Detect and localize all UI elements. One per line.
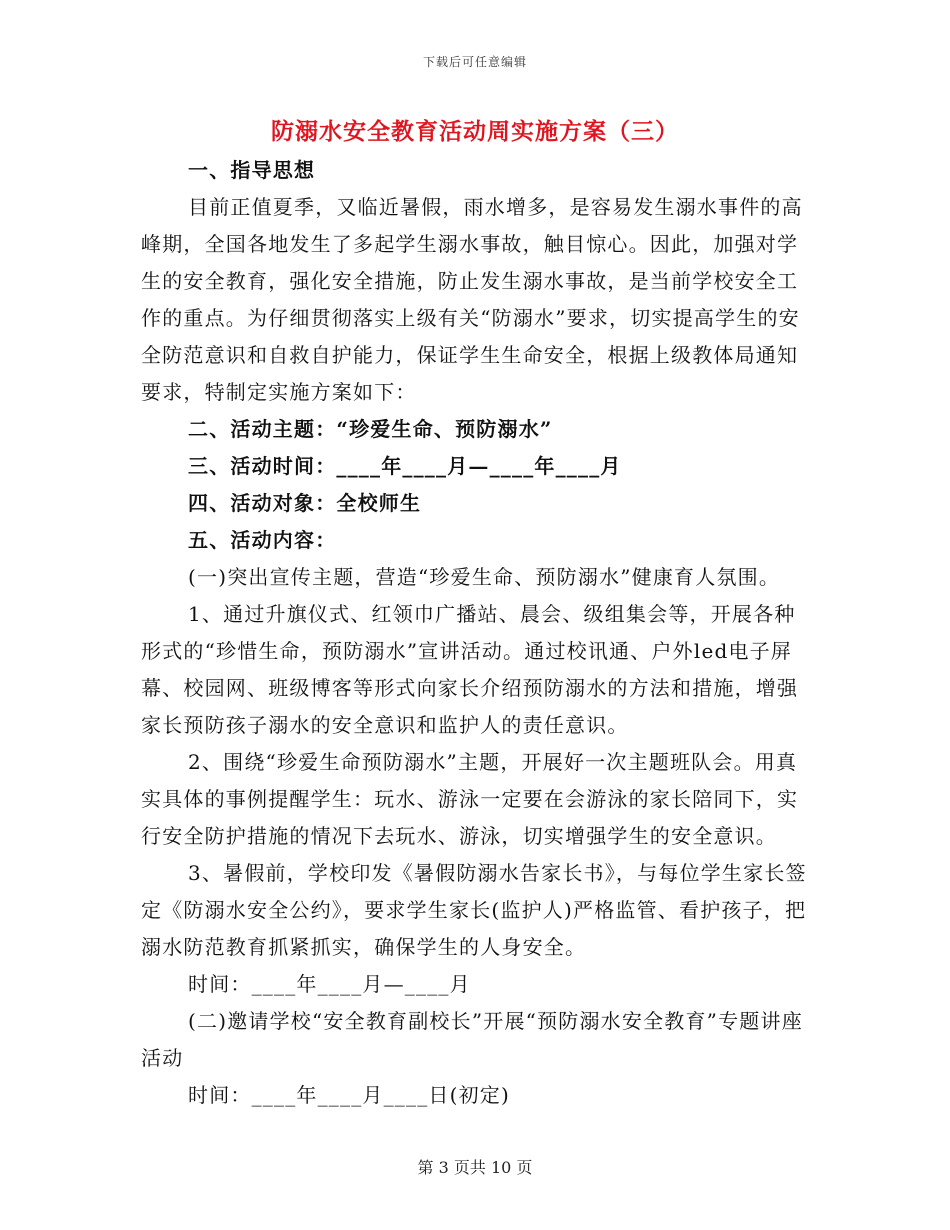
document-body xyxy=(141,152,811,1114)
body-paragraph: 3、暑假前，学校印发《暑假防溺水告家长书》，与每位学生家长签定《防溺水安全公约》，要求学生家长(监护人)严格监管、看护孩子，把溺水防范教育抓紧抓实，确保学生的人身安全。 xyxy=(141,861,807,959)
section-heading: 四、活动对象：全校师生 xyxy=(188,491,422,515)
body-paragraph: 2、围绕“珍爱生命预防溺水”主题，开展好一次主题班队会。用真实具体的事例提醒学生：玩水、游泳一定要在会游泳的家长陪同下，实行安全防护措施的情况下去玩水、游泳，切实增强学生的安全意识。 xyxy=(141,750,799,848)
section-heading: 三、活动时间：____年____月—____年____月 xyxy=(188,454,622,478)
time-line: 时间：____年____月—____月 xyxy=(188,972,471,996)
page-footer: 第 3 页共 10 页 xyxy=(417,1158,533,1177)
time-line: 时间：____年____月____日(初定) xyxy=(188,1083,511,1107)
section-heading: 五、活动内容： xyxy=(188,528,337,552)
body-paragraph: 1、通过升旗仪式、红领巾广播站、晨会、级组集会等，开展各种形式的“珍惜生命，预防溺水”宣讲活动。通过校讯通、户外led电子屏幕、校园网、班级博客等形式向家长介绍预防溺水的方法和措施，增强家长预防孩子溺水的安全意识和监护人的责任意识。 xyxy=(141,602,799,737)
document-title: 防溺水安全教育活动周实施方案（三） xyxy=(271,118,679,145)
body-paragraph: 目前正值夏季，又临近暑假，雨水增多，是容易发生溺水事件的高峰期，全国各地发生了多起学生溺水事故，触目惊心。因此，加强对学生的安全教育，强化安全措施，防止发生溺水事故，是当前学校安全工作的重点。为仔细贯彻落实上级有关“防溺水”要求，切实提高学生的安全防范意识和自救自护能力，保证学生生命安全，根据上级教体局通知要求，特制定实施方案如下： xyxy=(141,195,803,404)
body-paragraph: (一)突出宣传主题，营造“珍爱生命、预防溺水”健康育人氛围。 xyxy=(188,565,781,589)
section-heading: 二、活动主题：“珍爱生命、预防溺水” xyxy=(188,417,553,441)
section-heading: 一、指导思想 xyxy=(188,158,316,182)
header-note: 下载后可任意编辑 xyxy=(422,55,527,69)
body-paragraph: (二)邀请学校“安全教育副校长”开展“预防溺水安全教育”专题讲座活动 xyxy=(141,1009,803,1070)
